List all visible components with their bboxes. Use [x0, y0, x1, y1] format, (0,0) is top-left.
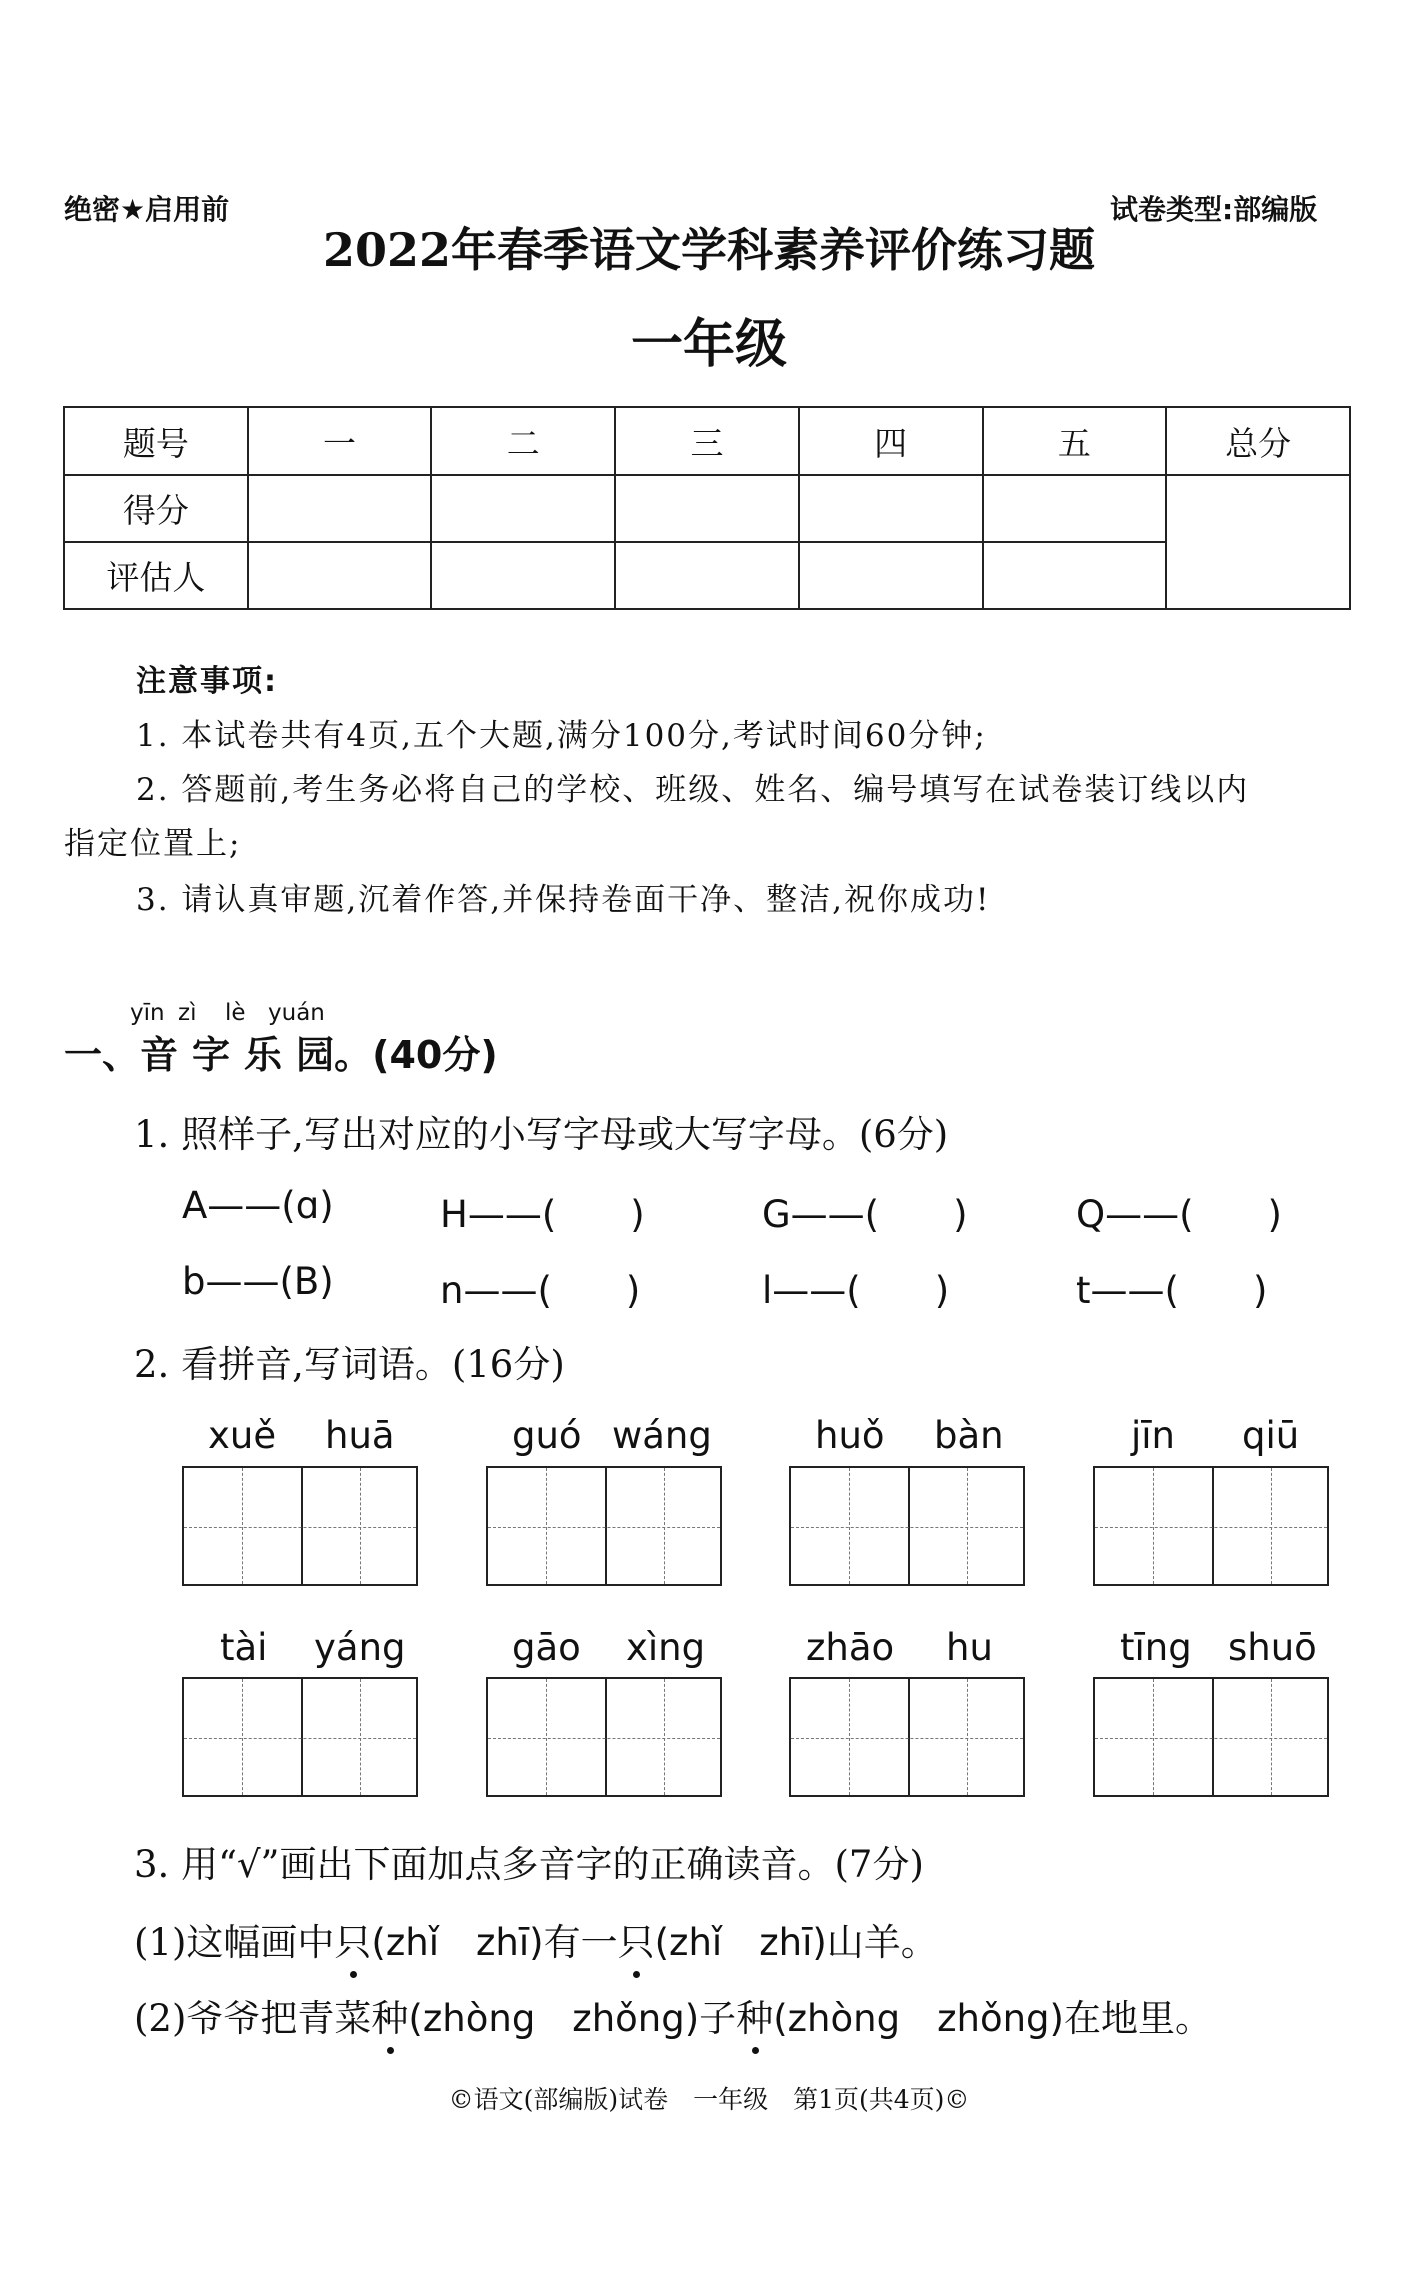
- word-pinyin: xuě: [208, 1414, 277, 1457]
- table-header-cell: 一: [248, 407, 432, 475]
- word-pinyin: zhāo: [806, 1626, 895, 1669]
- writing-box[interactable]: [182, 1677, 418, 1797]
- table-header-cell: 三: [615, 407, 799, 475]
- evaluator-cell[interactable]: [431, 542, 615, 609]
- writing-box[interactable]: [486, 1677, 722, 1797]
- q3-line: [134, 1912, 938, 1966]
- exam-title: 2022年春季语文学科素养评价练习题: [322, 223, 1096, 277]
- score-row: [64, 475, 1350, 542]
- writing-box[interactable]: [486, 1466, 722, 1586]
- dotted-char: 只: [334, 1921, 372, 1964]
- q3-prompt: 3. 用“√”画出下面加点多音字的正确读音。(7分): [134, 1843, 924, 1886]
- word-pinyin: huǒ: [815, 1414, 885, 1457]
- dotted-char: 种: [736, 1997, 774, 2040]
- dotted-char: 只: [617, 1921, 655, 1964]
- pinyin-syllable: lè: [225, 1000, 246, 1026]
- table-header-cell: 二: [431, 407, 615, 475]
- word-pinyin: jīn: [1131, 1414, 1176, 1457]
- letter-pair-blank[interactable]: H——( ): [440, 1193, 645, 1236]
- table-header-cell: 总分: [1166, 407, 1350, 475]
- evaluator-cell[interactable]: [615, 542, 799, 609]
- notes-heading: 注意事项:: [136, 664, 278, 699]
- table-header-cell: 四: [799, 407, 983, 475]
- q3-text: (1)这幅画中: [134, 1921, 335, 1964]
- note-item: 1. 本试卷共有4页,五个大题,满分100分,考试时间60分钟;: [136, 718, 987, 754]
- score-cell[interactable]: [983, 475, 1167, 542]
- letter-pair: A——(ɑ): [182, 1184, 334, 1227]
- section-title-char: 字: [192, 1033, 245, 1077]
- section-title-char: 园: [296, 1033, 335, 1077]
- word-pinyin: gāo: [512, 1626, 581, 1669]
- score-cell[interactable]: [431, 475, 615, 542]
- section-title-char: 音: [140, 1033, 193, 1077]
- reading-choices[interactable]: (zhòng zhǒng)子: [408, 1997, 737, 2040]
- note-item: 3. 请认真审题,沉着作答,并保持卷面干净、整洁,祝你成功!: [136, 882, 991, 918]
- evaluator-row: [64, 542, 1350, 609]
- paper-type-label: 试卷类型:部编版: [1110, 193, 1318, 226]
- letter-pair-blank[interactable]: Q——( ): [1076, 1193, 1282, 1236]
- dotted-char: 种: [371, 1997, 409, 2040]
- reading-choices[interactable]: (zhǐ zhī)有一: [371, 1921, 618, 1964]
- q1-prompt: 1. 照样子,写出对应的小写字母或大写字母。(6分): [134, 1113, 949, 1156]
- table-header-cell: 五: [983, 407, 1167, 475]
- evaluator-cell[interactable]: [983, 542, 1167, 609]
- q2-prompt: 2. 看拼音,写词语。(16分): [134, 1343, 565, 1386]
- evaluator-cell[interactable]: [799, 542, 983, 609]
- grade-title: 一年级: [630, 314, 787, 375]
- word-pinyin: guó: [512, 1414, 582, 1457]
- letter-pair-blank[interactable]: l——( ): [762, 1269, 950, 1312]
- word-pinyin: qiū: [1242, 1414, 1300, 1457]
- pinyin-syllable: zì: [178, 1000, 197, 1026]
- q3-line: [134, 1988, 1212, 2042]
- letter-pair: b——(B): [182, 1260, 334, 1303]
- table-header-cell: 题号: [64, 407, 248, 475]
- word-pinyin: bàn: [934, 1414, 1004, 1457]
- page-footer: ©语文(部编版)试卷 一年级 第1页(共4页)©: [448, 2085, 970, 2114]
- writing-box[interactable]: [1093, 1466, 1329, 1586]
- pinyin-syllable: yīn: [130, 1000, 165, 1026]
- score-table-header-row: [64, 407, 1350, 475]
- evaluator-cell[interactable]: [248, 542, 432, 609]
- letter-pair-blank[interactable]: n——( ): [440, 1269, 641, 1312]
- note-item: 2. 答题前,考生务必将自己的学校、班级、姓名、编号填写在试卷装订线以内: [136, 772, 1250, 808]
- score-cell[interactable]: [799, 475, 983, 542]
- word-pinyin: hu: [946, 1626, 993, 1669]
- letter-pair-blank[interactable]: G——( ): [762, 1193, 968, 1236]
- pinyin-syllable: yuán: [268, 1000, 325, 1026]
- total-score-cell[interactable]: [1166, 475, 1350, 609]
- score-cell[interactable]: [615, 475, 799, 542]
- confidential-label: 绝密★启用前: [64, 193, 230, 226]
- reading-choices[interactable]: (zhǐ zhī)山羊。: [654, 1921, 938, 1964]
- word-pinyin: tīng: [1120, 1626, 1192, 1669]
- writing-box[interactable]: [789, 1677, 1025, 1797]
- word-pinyin: tài: [220, 1626, 268, 1669]
- word-pinyin: xìng: [626, 1626, 706, 1669]
- writing-box[interactable]: [182, 1466, 418, 1586]
- section-title-char: 乐: [244, 1033, 297, 1077]
- word-pinyin: shuō: [1228, 1626, 1317, 1669]
- section1-heading: [64, 1024, 498, 1079]
- reading-choices[interactable]: (zhòng zhǒng)在地里。: [773, 1997, 1212, 2040]
- word-pinyin: wáng: [612, 1414, 712, 1457]
- word-pinyin: huā: [325, 1414, 395, 1457]
- note-item: 指定位置上;: [64, 826, 242, 862]
- writing-box[interactable]: [789, 1466, 1025, 1586]
- section-points: 。(40分): [334, 1033, 498, 1077]
- section-number: 一、: [64, 1033, 141, 1077]
- row-label-score: 得分: [64, 475, 248, 542]
- word-pinyin: yáng: [314, 1626, 406, 1669]
- row-label-evaluator: 评估人: [64, 542, 248, 609]
- score-table: [63, 406, 1351, 610]
- letter-pair-blank[interactable]: t——( ): [1076, 1269, 1268, 1312]
- writing-box[interactable]: [1093, 1677, 1329, 1797]
- score-cell[interactable]: [248, 475, 432, 542]
- q3-text: (2)爷爷把青菜: [134, 1997, 372, 2040]
